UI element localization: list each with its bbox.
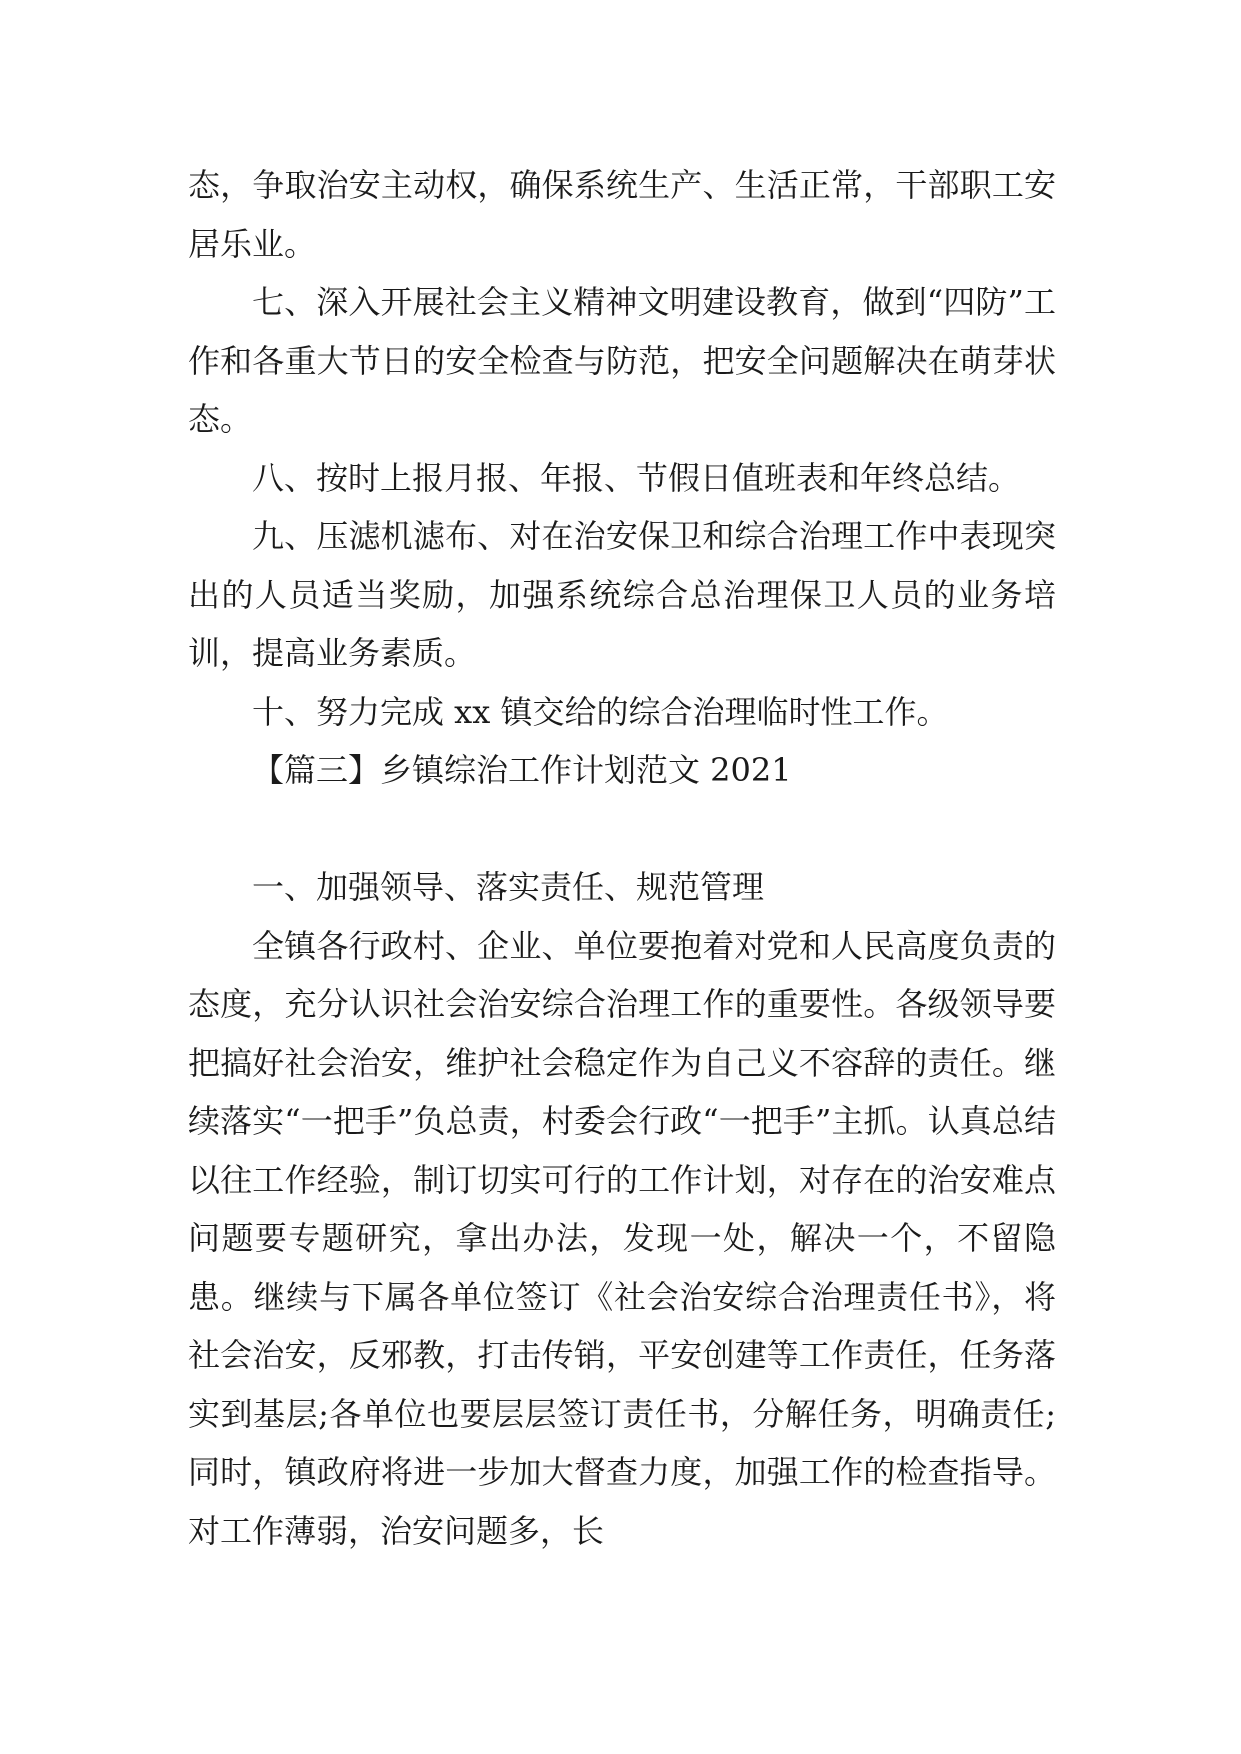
paragraph-item-10: 十、努力完成 xx 镇交给的综合治理临时性工作。 — [252, 692, 949, 731]
section-heading: 【篇三】乡镇综治工作计划范文 2021 — [252, 751, 792, 789]
document-body — [188, 156, 1056, 1560]
subsection-heading: 一、加强领导、落实责任、规范管理 — [252, 868, 765, 906]
paragraph-continuation: 态，争取治安主动权，确保系统生产、生活正常，干部职工安居乐业。 — [188, 166, 1056, 263]
paragraph-item-7: 七、深入开展社会主义精神文明建设教育，做到“四防”工作和各重大节日的安全检查与防范，把安全问题解决在萌芽状态。 — [188, 283, 1056, 438]
paragraph-item-8: 八、按时上报月报、年报、节假日值班表和年终总结。 — [252, 458, 1021, 497]
body-paragraph: 全镇各行政村、企业、单位要抱着对党和人民高度负责的态度，充分认识社会治安综合治理工作的重要性。各级领导要把搞好社会治安，维护社会稳定作为自己义不容辞的责任。继续落实“一把手”负总责，村委会行政“一把手”主抓。认真总结以往工作经验，制订切实可行的工作计划，对存在的治安难点问题要专题研究，拿出办法，发现一处，解决一个，不留隐患。继续与下属各单位签订《社会治安综合治理责任书》，将社会治安，反邪教，打击传销，平安创建等工作责任，任务落实到基层;各单位也要层层签订责任书，分解任务，明确责任;同时，镇政府将进一步加大督查力度，加强工作的检查指导。对工作薄弱，治安问题多，长 — [188, 926, 1056, 1550]
paragraph-item-9: 九、压滤机滤布、对在治安保卫和综合治理工作中表现突出的人员适当奖励，加强系统综合总治理保卫人员的业务培训，提高业务素质。 — [188, 517, 1056, 672]
blank-line — [188, 800, 1056, 859]
